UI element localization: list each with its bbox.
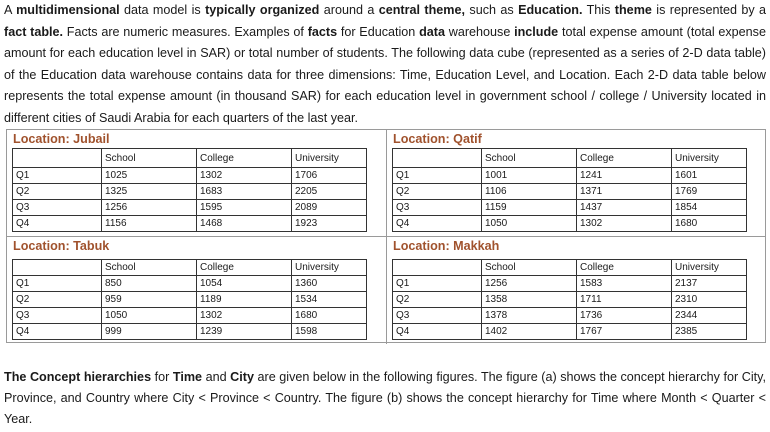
table-cell: 1598 [292, 324, 367, 340]
column-header-university: University [292, 149, 367, 168]
intro-text: for Education [337, 24, 420, 39]
intro-bold-term: central theme, [378, 3, 466, 17]
table-cell: 1371 [577, 184, 672, 200]
column-header-college: College [197, 149, 292, 168]
table-cell: 1923 [292, 216, 367, 232]
row-label: Q4 [393, 216, 482, 232]
row-label: Q1 [13, 276, 102, 292]
table-cell: 1683 [197, 184, 292, 200]
row-label: Q3 [393, 308, 482, 324]
column-header-college: College [197, 260, 292, 276]
data-cube-grid [6, 129, 766, 343]
location-title: Location: Makkah [393, 239, 500, 253]
table-cell: 1159 [482, 200, 577, 216]
concept-text: are given below in the following figures. The figure (a) shows the concept hierarchy for City, Province, and Country where City < Province < Country. The figure (b) shows the concept hierarchy for Time where Month < Quarter < Year. [4, 370, 767, 426]
table-row [13, 324, 367, 340]
row-label: Q2 [393, 184, 482, 200]
row-label: Q3 [13, 200, 102, 216]
column-header-college: College [577, 149, 672, 168]
table-row [393, 292, 747, 308]
table-row [393, 324, 747, 340]
table-cell: 1468 [197, 216, 292, 232]
intro-text: A [4, 3, 17, 17]
location-title: Location: Jubail [13, 132, 110, 146]
table-cell: 1736 [577, 308, 672, 324]
intro-text: around a [319, 3, 379, 17]
table-row [13, 184, 367, 200]
table-cell: 1854 [672, 200, 747, 216]
row-label: Q2 [13, 184, 102, 200]
table-cell: 1595 [197, 200, 292, 216]
table-cell: 1360 [292, 276, 367, 292]
location-title: Location: Qatif [393, 132, 482, 146]
intro-text: is represented by a [651, 3, 767, 17]
column-header-university: University [292, 260, 367, 276]
row-label: Q4 [13, 324, 102, 340]
column-header-school: School [102, 149, 197, 168]
table-cell: 959 [102, 292, 197, 308]
row-label: Q1 [13, 168, 102, 184]
table-row [393, 184, 747, 200]
column-header-college: College [577, 260, 672, 276]
concept-text: and [202, 370, 231, 384]
table-cell: 1680 [292, 308, 367, 324]
table-cell: 1050 [102, 308, 197, 324]
table-cell: 1680 [672, 216, 747, 232]
table-header-row [393, 149, 747, 168]
intro-bold-term: theme [614, 3, 652, 17]
table-cell: 1437 [577, 200, 672, 216]
intro-text: data model is [119, 3, 206, 17]
table-row [13, 216, 367, 232]
table-row [13, 308, 367, 324]
column-header-university: University [672, 260, 747, 276]
table-row [393, 168, 747, 184]
table-cell: 1239 [197, 324, 292, 340]
concept-bold-term: Time [172, 370, 203, 384]
table-corner-cell [13, 149, 102, 168]
column-header-school: School [482, 260, 577, 276]
table-cell: 1025 [102, 168, 197, 184]
column-header-school: School [102, 260, 197, 276]
table-cell: 1402 [482, 324, 577, 340]
table-cell: 1767 [577, 324, 672, 340]
intro-text: total expense amount (total expense amount for each education level in SAR) or total number of students. The following data cube (represented as a series of 2-D data table) of the Education data warehouse contains data for three dimensions: Time, Education Level, and Location. Each 2-D data table below represents the total expense amount (in thousand SAR) for each education level in government school / college / University located in different cities of Saudi Arabia for each quarters of the last year. [4, 24, 766, 125]
row-label: Q2 [393, 292, 482, 308]
table-cell: 1325 [102, 184, 197, 200]
location-panel-jubail [7, 130, 387, 237]
row-label: Q1 [393, 276, 482, 292]
column-header-school: School [482, 149, 577, 168]
table-cell: 1378 [482, 308, 577, 324]
concept-bold-term: The Concept hierarchies [4, 370, 152, 384]
table-cell: 1358 [482, 292, 577, 308]
table-cell: 1054 [197, 276, 292, 292]
table-cell: 1769 [672, 184, 747, 200]
table-cell: 1241 [577, 168, 672, 184]
table-row [13, 168, 367, 184]
table-row [13, 276, 367, 292]
table-cell: 2089 [292, 200, 367, 216]
table-row [393, 216, 747, 232]
table-row [393, 308, 747, 324]
table-corner-cell [393, 260, 482, 276]
table-cell: 1156 [102, 216, 197, 232]
column-header-university: University [672, 149, 747, 168]
table-cell: 850 [102, 276, 197, 292]
intro-bold-term: include [514, 24, 559, 39]
table-cell: 1050 [482, 216, 577, 232]
table-cell: 2137 [672, 276, 747, 292]
table-header-row [13, 149, 367, 168]
table-corner-cell [393, 149, 482, 168]
intro-bold-term: facts [307, 24, 338, 39]
intro-bold-term: fact table. [4, 24, 64, 39]
table-header-row [13, 260, 367, 276]
table-cell: 1256 [482, 276, 577, 292]
table-cell: 1106 [482, 184, 577, 200]
table-cell: 1711 [577, 292, 672, 308]
intro-bold-term: typically organized [205, 3, 320, 17]
data-table-makkah [392, 259, 747, 340]
intro-text: such as [465, 3, 519, 17]
table-row [13, 200, 367, 216]
intro-text: Facts are numeric measures. Examples of [63, 24, 308, 39]
data-table-jubail [12, 148, 367, 232]
intro-text: warehouse [444, 24, 515, 39]
row-label: Q3 [393, 200, 482, 216]
table-cell: 1302 [197, 308, 292, 324]
table-cell: 1534 [292, 292, 367, 308]
table-cell: 1302 [577, 216, 672, 232]
concept-paragraph [4, 367, 766, 430]
table-cell: 2344 [672, 308, 747, 324]
table-row [393, 276, 747, 292]
intro-paragraph [4, 0, 766, 130]
location-panel-tabuk [7, 237, 387, 344]
table-cell: 2205 [292, 184, 367, 200]
intro-bold-term: multidimensional [16, 3, 120, 17]
table-cell: 1601 [672, 168, 747, 184]
table-cell: 2310 [672, 292, 747, 308]
table-header-row [393, 260, 747, 276]
row-label: Q4 [13, 216, 102, 232]
table-cell: 1001 [482, 168, 577, 184]
row-label: Q3 [13, 308, 102, 324]
table-cell: 2385 [672, 324, 747, 340]
table-cell: 999 [102, 324, 197, 340]
intro-text: This [582, 3, 615, 17]
intro-bold-term: data [419, 24, 445, 39]
row-label: Q1 [393, 168, 482, 184]
table-corner-cell [13, 260, 102, 276]
row-label: Q2 [13, 292, 102, 308]
data-table-qatif [392, 148, 747, 232]
intro-bold-term: Education. [518, 3, 583, 17]
table-cell: 1302 [197, 168, 292, 184]
location-title: Location: Tabuk [13, 239, 110, 253]
table-cell: 1189 [197, 292, 292, 308]
table-row [13, 292, 367, 308]
table-cell: 1706 [292, 168, 367, 184]
table-cell: 1256 [102, 200, 197, 216]
location-panel-makkah [387, 237, 765, 344]
concept-bold-term: City [230, 370, 254, 384]
row-label: Q4 [393, 324, 482, 340]
concept-text: for [151, 370, 173, 384]
location-panel-qatif [387, 130, 765, 237]
table-row [393, 200, 747, 216]
table-cell: 1583 [577, 276, 672, 292]
data-table-tabuk [12, 259, 367, 340]
